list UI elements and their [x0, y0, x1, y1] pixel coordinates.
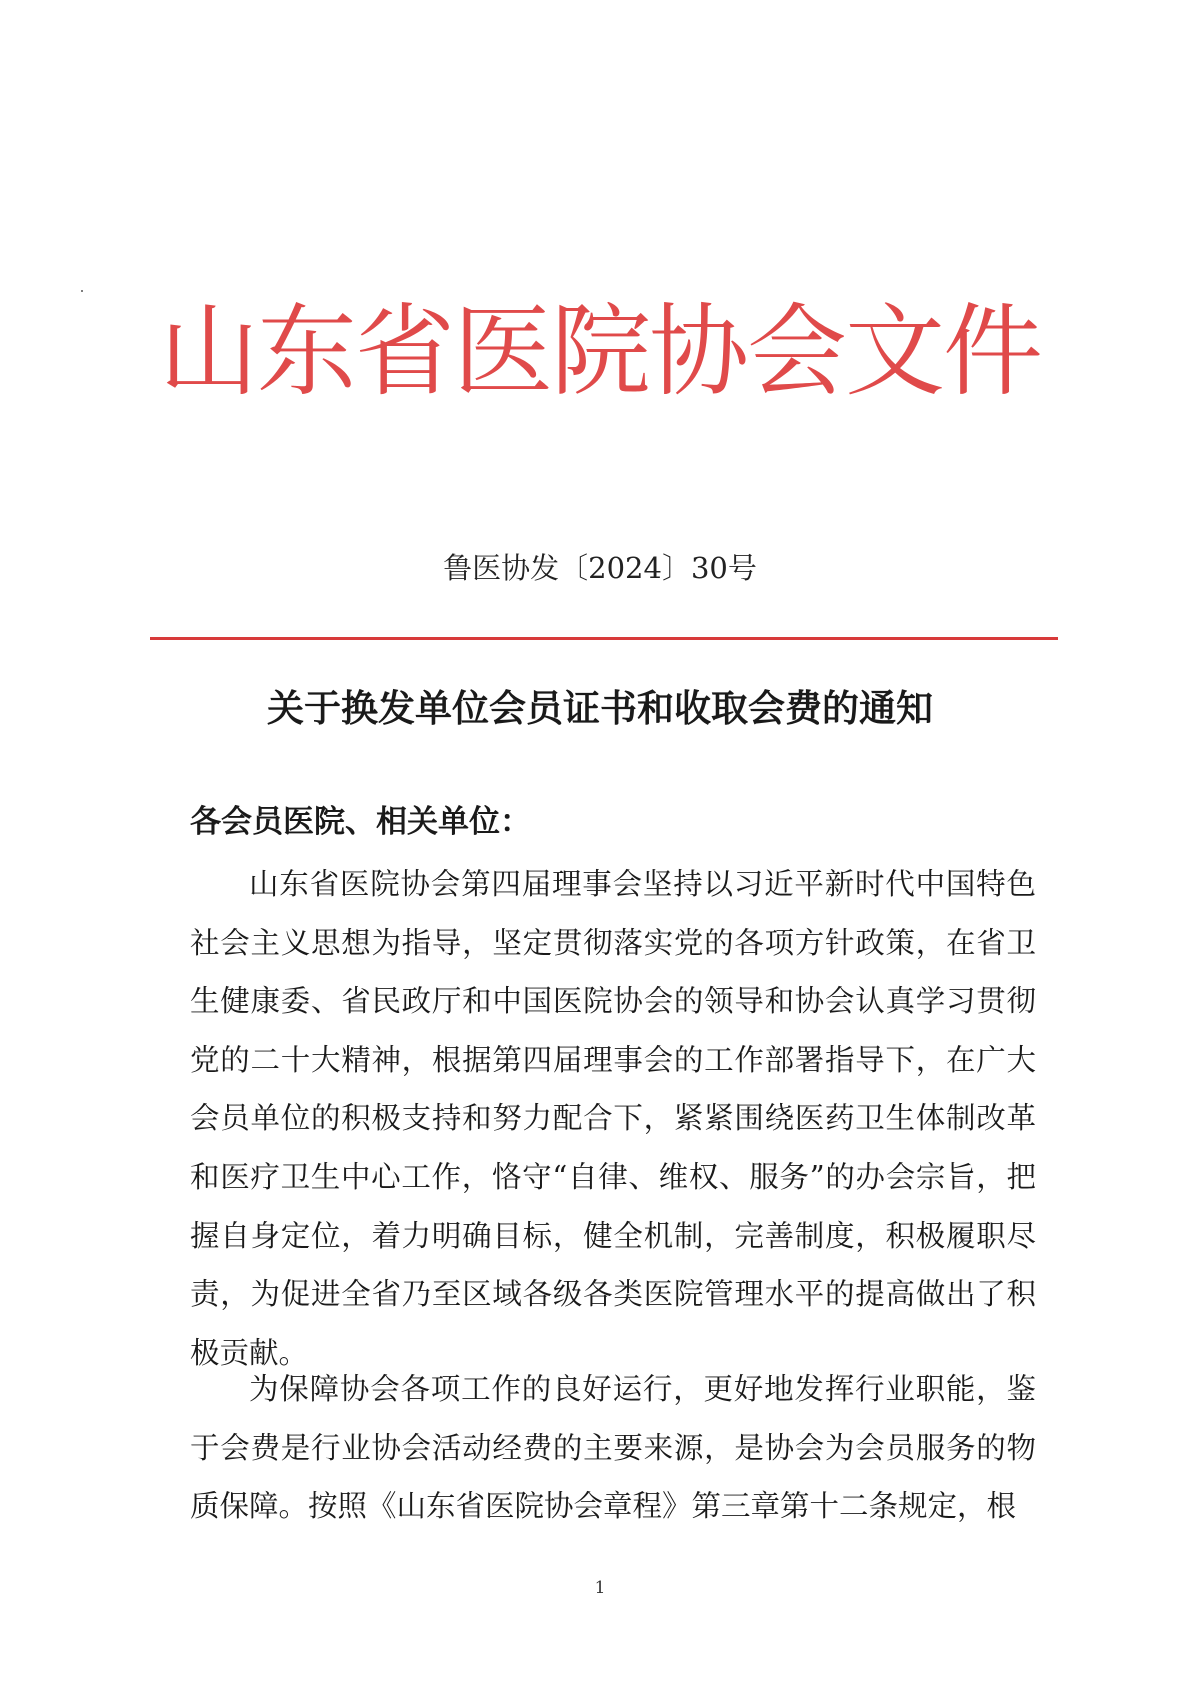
salutation: 各会员医院、相关单位：	[190, 804, 531, 840]
notice-title: 关于换发单位会员证书和收取会费的通知	[267, 687, 933, 730]
red-divider	[150, 637, 1058, 640]
body-paragraph-2: 为保障协会各项工作的良好运行，更好地发挥行业职能，鉴于会费是行业协会活动经费的主要来源，是协会为会员服务的物质保障。按照《山东省医院协会章程》第三章第十二条规定，根	[190, 1372, 1036, 1524]
document-number: 鲁医协发〔2024〕30号	[443, 551, 757, 585]
masthead-title: 山东省医院协会文件	[159, 293, 1041, 410]
body-paragraph-1: 山东省医院协会第四届理事会坚持以习近平新时代中国特色社会主义思想为指导，坚定贯彻落实党的各项方针政策，在省卫生健康委、省民政厅和中国医院协会的领导和协会认真学习贯彻党的二十大精神，根据第四届理事会的工作部署指导下，在广大会员单位的积极支持和努力配合下，紧紧围绕医药卫生体制改革和医疗卫生中心工作，恪守“自律、维权、服务”的办会宗旨，把握自身定位，着力明确目标，健全机制，完善制度，积极履职尽责，为促进全省乃至区域各级各类医院管理水平的提高做出了积极贡献。	[190, 867, 1036, 1370]
page-number: 1	[594, 1578, 606, 1598]
